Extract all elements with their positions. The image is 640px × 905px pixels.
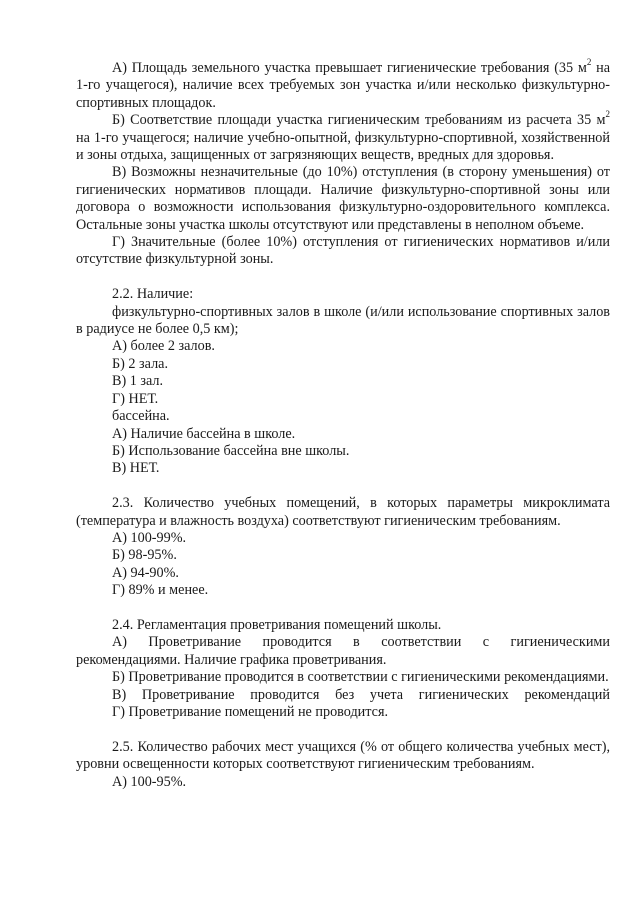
pool-option: В) НЕТ.: [112, 460, 160, 477]
option-2-1-g: Г) Значительные (более 10%) отступления от гигиенических нормативов и/или отсутствие физкультурной зоны.: [76, 234, 610, 268]
halls-option: В) 1 зал.: [112, 373, 164, 390]
pool-option: Б) Использование бассейна вне школы.: [112, 442, 350, 459]
option-2-1-b: Б) Соответствие площади участка гигиеническим требованиям из расчета 35 $м^2$ на 1-го учащегося; наличие учебно-опытной, физкультурно-спортивной, хозяйственной и зоны отдыха, защищенных от загрязняющих веществ, вредных для здоровья.: [76, 109, 610, 164]
pool-intro: бассейна.: [112, 408, 170, 425]
microclimate-option: А) 100-99%.: [112, 529, 187, 546]
section-2-4-heading: 2.4. Регламентация проветривания помещений школы.: [112, 616, 442, 633]
ventilation-option-v: В) Проветривание проводится без учета гигиенических рекомендаций: [112, 686, 610, 703]
section-2-3-heading: 2.3. Количество учебных помещений, в которых параметры микроклимата (температура и влажность воздуха) соответствуют гигиеническим требованиям.: [76, 495, 610, 529]
option-2-1-v: В) Возможны незначительные (до 10%) отступления (в сторону уменьшения) от гигиенических нормативов площади. Наличие физкультурно-спортивной зоны или договора о возможности использования физкультурно-оздоровительного комплекса. Остальные зоны участка школы отсутствуют или представлены в неполном объеме.: [76, 164, 610, 233]
section-2-2-heading: 2.2. Наличие:: [112, 286, 194, 303]
halls-option: А) более 2 залов.: [112, 338, 215, 355]
microclimate-option: Г) 89% и менее.: [112, 582, 209, 599]
lighting-option: А) 100-95%.: [112, 773, 187, 790]
document-page: [76, 57, 610, 791]
halls-intro: физкультурно-спортивных залов в школе (и/или использование спортивных залов в радиусе не более 0,5 км);: [76, 303, 610, 338]
option-2-1-a: А) Площадь земельного участка превышает гигиенические требования (35 $м^2$ на 1-го учащегося), наличие всех требуемых зон участка и/или несколько физкультурно-спортивных площадок.: [76, 57, 610, 111]
microclimate-option: А) 94-90%.: [112, 564, 179, 581]
ventilation-option-g: Г) Проветривание помещений не проводится.: [112, 703, 389, 720]
ventilation-option-a: А) Проветривание проводится в соответствии с гигиеническими рекомендациями. Наличие графика проветривания.: [76, 634, 610, 668]
halls-option: Г) НЕТ.: [112, 390, 159, 407]
section-2-5-heading: 2.5. Количество рабочих мест учащихся (% от общего количества учебных мест), уровни освещенности которых соответствуют гигиеническим требованиям.: [76, 738, 610, 773]
microclimate-option: Б) 98-95%.: [112, 547, 177, 564]
ventilation-option-b: Б) Проветривание проводится в соответствии с гигиеническими рекомендациями.: [112, 669, 609, 686]
pool-option: А) Наличие бассейна в школе.: [112, 425, 296, 442]
halls-option: Б) 2 зала.: [112, 355, 169, 372]
